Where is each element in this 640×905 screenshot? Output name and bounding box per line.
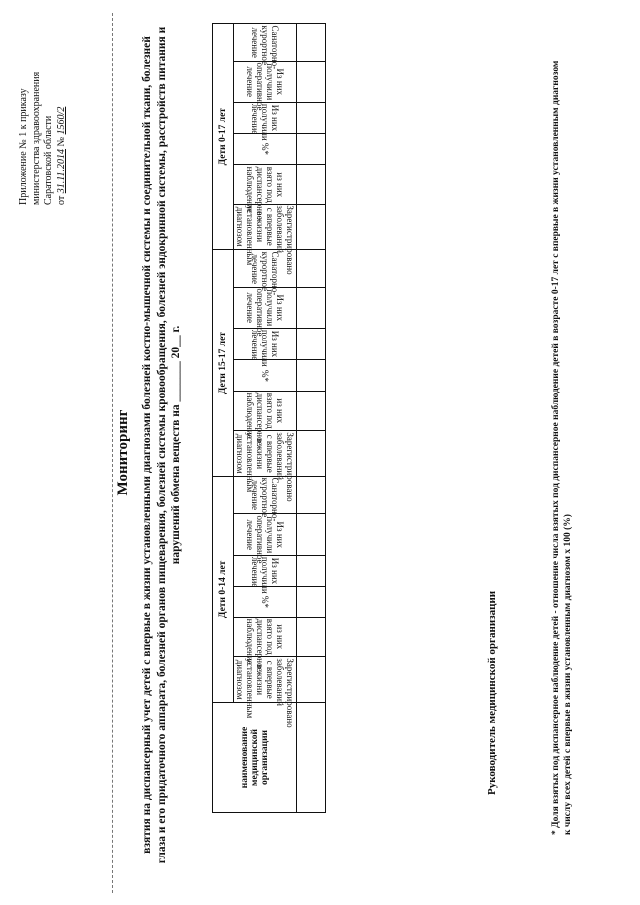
table-cell-org[interactable] bbox=[297, 702, 326, 812]
table-cell[interactable] bbox=[297, 617, 326, 656]
table-cell[interactable] bbox=[297, 476, 326, 513]
col-treatment: Из них получили лечение bbox=[234, 329, 297, 360]
col-dispensary: из них взято под диспансерное наблюдение bbox=[234, 165, 297, 204]
approval-number-label: № bbox=[55, 136, 67, 147]
col-registered: Зарегистрировано заболеваний с впервые в жизни установленным диагнозом bbox=[235, 205, 295, 276]
table-cell[interactable] bbox=[297, 134, 326, 165]
approval-from-label: от bbox=[55, 195, 67, 205]
monitoring-table bbox=[212, 23, 326, 813]
col-percent: %* bbox=[234, 360, 297, 391]
table-cell[interactable] bbox=[297, 24, 326, 62]
col-surgery: Из них получили оперативное лечение bbox=[234, 287, 297, 329]
approval-date: 31.11.2014 bbox=[55, 148, 67, 194]
head-of-organization: Руководитель медицинской организации bbox=[486, 590, 498, 795]
table-cell[interactable] bbox=[297, 431, 326, 477]
table-cell[interactable] bbox=[297, 250, 326, 287]
table-cell[interactable] bbox=[297, 657, 326, 703]
table-cell[interactable] bbox=[297, 61, 326, 103]
approval-line-1: Приложение № 1 к приказу bbox=[18, 88, 29, 205]
approval-line-3: Саратовской области bbox=[43, 115, 54, 205]
col-sanatorium: Санаторно-курортное лечение bbox=[234, 476, 297, 513]
col-sanatorium: Санаторно-курортное лечение bbox=[234, 24, 297, 62]
approval-line-4 bbox=[56, 15, 69, 205]
org-name-header: наименование медицинской организации bbox=[213, 702, 297, 812]
table-cell[interactable] bbox=[297, 103, 326, 134]
table-cell[interactable] bbox=[297, 165, 326, 204]
table-cell[interactable] bbox=[297, 391, 326, 430]
group-header-0-14: Дети 0-14 лет bbox=[213, 476, 234, 702]
col-dispensary: из них взято под диспансерное наблюдение bbox=[234, 391, 297, 430]
footnote: * Доля взятых под диспансерное наблюдение детей - отношение числа взятых под диспансерное наблюдение детей в возрасте 0-17 лет с впервые в жизни установленным диагнозом к числу всех детей с впервые в жизни установленным диагнозом х 100 (%) bbox=[551, 60, 573, 835]
approval-line-2: министерства здравоохранения bbox=[30, 71, 42, 205]
approval-block bbox=[18, 15, 68, 205]
col-registered: Зарегистрировано заболеваний с впервые в жизни установленным диагнозом bbox=[235, 432, 295, 502]
approval-number: 1560/2 bbox=[55, 106, 67, 135]
table-row bbox=[297, 24, 326, 813]
table-cell[interactable] bbox=[297, 360, 326, 391]
col-registered: Зарегистрировано заболеваний с впервые в жизни установленным диагнозом bbox=[235, 658, 295, 728]
table-cell[interactable] bbox=[297, 287, 326, 329]
col-dispensary: из них взято под диспансерное наблюдение bbox=[234, 617, 297, 656]
table-cell[interactable] bbox=[297, 329, 326, 360]
table-cell[interactable] bbox=[297, 555, 326, 586]
table-cell[interactable] bbox=[297, 586, 326, 617]
col-percent: %* bbox=[234, 134, 297, 165]
group-header-0-17: Дети 0-17 лет bbox=[213, 24, 234, 250]
col-surgery: Из них получили оперативное лечение bbox=[234, 514, 297, 556]
col-treatment: Из них получили лечение bbox=[234, 555, 297, 586]
col-sanatorium: Санаторно-курортное лечение bbox=[234, 250, 297, 287]
document-title bbox=[115, 0, 132, 905]
group-header-15-17: Дети 15-17 лет bbox=[213, 250, 234, 476]
col-treatment: Из них получили лечение bbox=[234, 103, 297, 134]
col-percent: %* bbox=[234, 586, 297, 617]
table-cell[interactable] bbox=[297, 204, 326, 250]
dashed-divider bbox=[112, 13, 113, 893]
col-surgery: Из них получили оперативное лечение bbox=[234, 61, 297, 103]
table-cell[interactable] bbox=[297, 514, 326, 556]
document-title-text: Мониторинг bbox=[115, 400, 131, 506]
document-subtitle: взятия на диспансерный учет детей с впервые в жизни установленными диагнозами болезней костно-мышечной системы и соединительной ткани, болезней глаза и его придаточного аппарата, болезней органов пищеварения, болезней системы кровообращения, болезней эндокринной системы, расстройств питания и нарушений обмена веществ на _______ 20__ г. bbox=[141, 26, 182, 864]
